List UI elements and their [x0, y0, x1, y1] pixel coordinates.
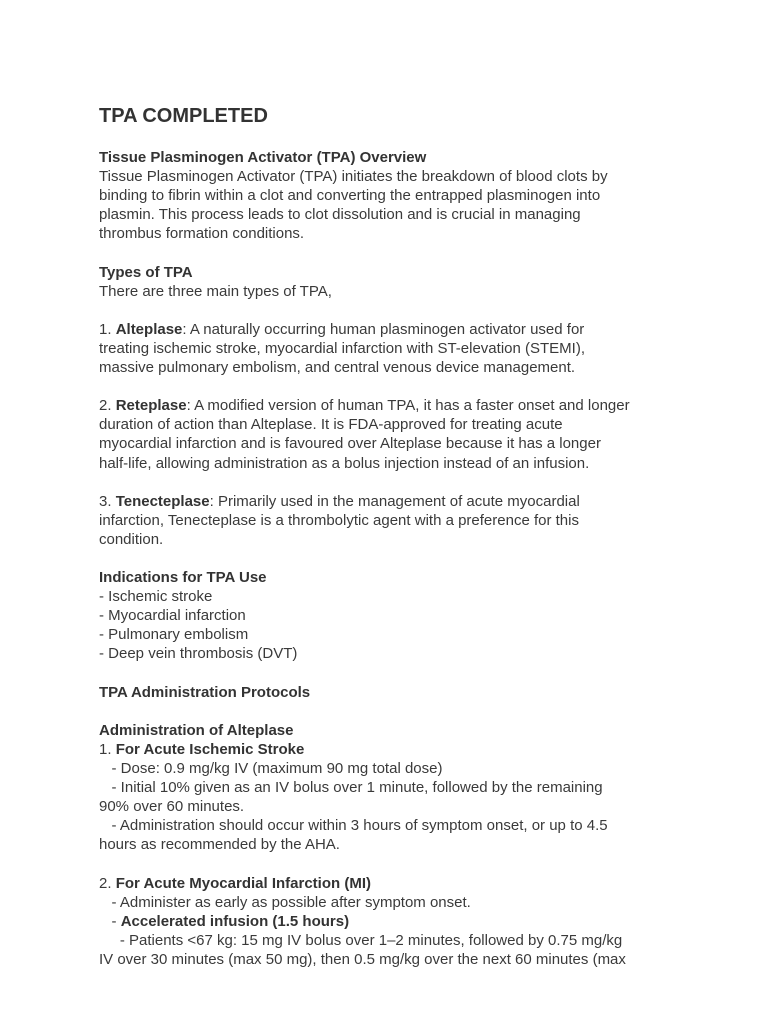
overview-heading: Tissue Plasminogen Activator (TPA) Overview — [99, 149, 427, 166]
overview-line: plasmin. This process leads to clot dissolution and is crucial in managing — [99, 206, 581, 224]
type-tenecteplase-line: infarction, Tenecteplase is a thrombolytic agent with a preference for this — [99, 511, 579, 529]
indications-heading: Indications for TPA Use — [99, 569, 267, 587]
overview-line: binding to fibrin within a clot and converting the entrapped plasminogen into — [99, 187, 601, 205]
stroke-protocol-line: 90% over 60 minutes. — [99, 798, 245, 816]
overview-line: Tissue Plasminogen Activator (TPA) initiates the breakdown of blood clots by — [99, 168, 608, 186]
stroke-protocol-line: - Dose: 0.9 mg/kg IV (maximum 90 mg total dose) — [99, 760, 443, 777]
blank-line — [99, 301, 679, 320]
blank-line — [99, 854, 679, 873]
alteplase-admin-heading: Administration of Alteplase — [99, 721, 294, 739]
blank-line — [99, 473, 679, 492]
stroke-protocol-title: 1. For Acute Ischemic Stroke — [99, 740, 305, 758]
type-alteplase: 1. Alteplase: A naturally occurring human plasminogen activator used for — [99, 320, 585, 338]
indication-item: - Ischemic stroke — [99, 588, 213, 606]
type-reteplase-line: myocardial infarction and is favoured over Alteplase because it has a longer — [99, 435, 601, 453]
mi-accelerated-title: - Accelerated infusion (1.5 hours) — [99, 912, 350, 930]
indication-item: - Pulmonary embolism — [99, 626, 249, 644]
stroke-protocol-line: - Administration should occur within 3 hours of symptom onset, or up to 4.5 — [99, 817, 608, 835]
blank-line — [99, 549, 679, 568]
indication-item: - Deep vein thrombosis (DVT) — [99, 645, 298, 663]
blank-line — [99, 664, 679, 683]
blank-line — [99, 702, 679, 721]
type-alteplase-line: massive pulmonary embolism, and central venous device management. — [99, 359, 576, 377]
mi-protocol-line: - Patients <67 kg: 15 mg IV bolus over 1–2 minutes, followed by 0.75 mg/kg — [99, 931, 623, 949]
indication-item: - Myocardial infarction — [99, 607, 246, 625]
types-heading: Types of TPA — [99, 263, 193, 281]
stroke-protocol-line: - Initial 10% given as an IV bolus over 1 minute, followed by the remaining — [99, 779, 603, 797]
stroke-protocol-line: hours as recommended by the AHA. — [99, 836, 340, 854]
protocols-heading: TPA Administration Protocols — [99, 683, 311, 701]
document-title: TPA COMPLETED — [99, 105, 268, 127]
overview-line: thrombus formation conditions. — [99, 225, 305, 243]
document-page — [99, 104, 679, 969]
mi-protocol-line: - Administer as early as possible after symptom onset. — [99, 893, 471, 911]
type-alteplase-line: treating ischemic stroke, myocardial infarction with ST-elevation (STEMI), — [99, 339, 585, 357]
type-reteplase: 2. Reteplase: A modified version of human TPA, it has a faster onset and longer — [99, 397, 630, 415]
type-tenecteplase-line: condition. — [99, 530, 164, 548]
mi-protocol-title: 2. For Acute Myocardial Infarction (MI) — [99, 874, 371, 892]
type-tenecteplase: 3. Tenecteplase: Primarily used in the management of acute myocardial — [99, 492, 580, 510]
mi-protocol-line: IV over 30 minutes (max 50 mg), then 0.5 mg/kg over the next 60 minutes (max — [99, 950, 626, 968]
blank-line — [99, 243, 679, 262]
blank-line — [99, 377, 679, 396]
types-intro: There are three main types of TPA, — [99, 282, 332, 300]
type-reteplase-line: half-life, allowing administration as a bolus injection instead of an infusion. — [99, 454, 590, 472]
type-reteplase-line: duration of action than Alteplase. It is FDA-approved for treating acute — [99, 416, 563, 434]
